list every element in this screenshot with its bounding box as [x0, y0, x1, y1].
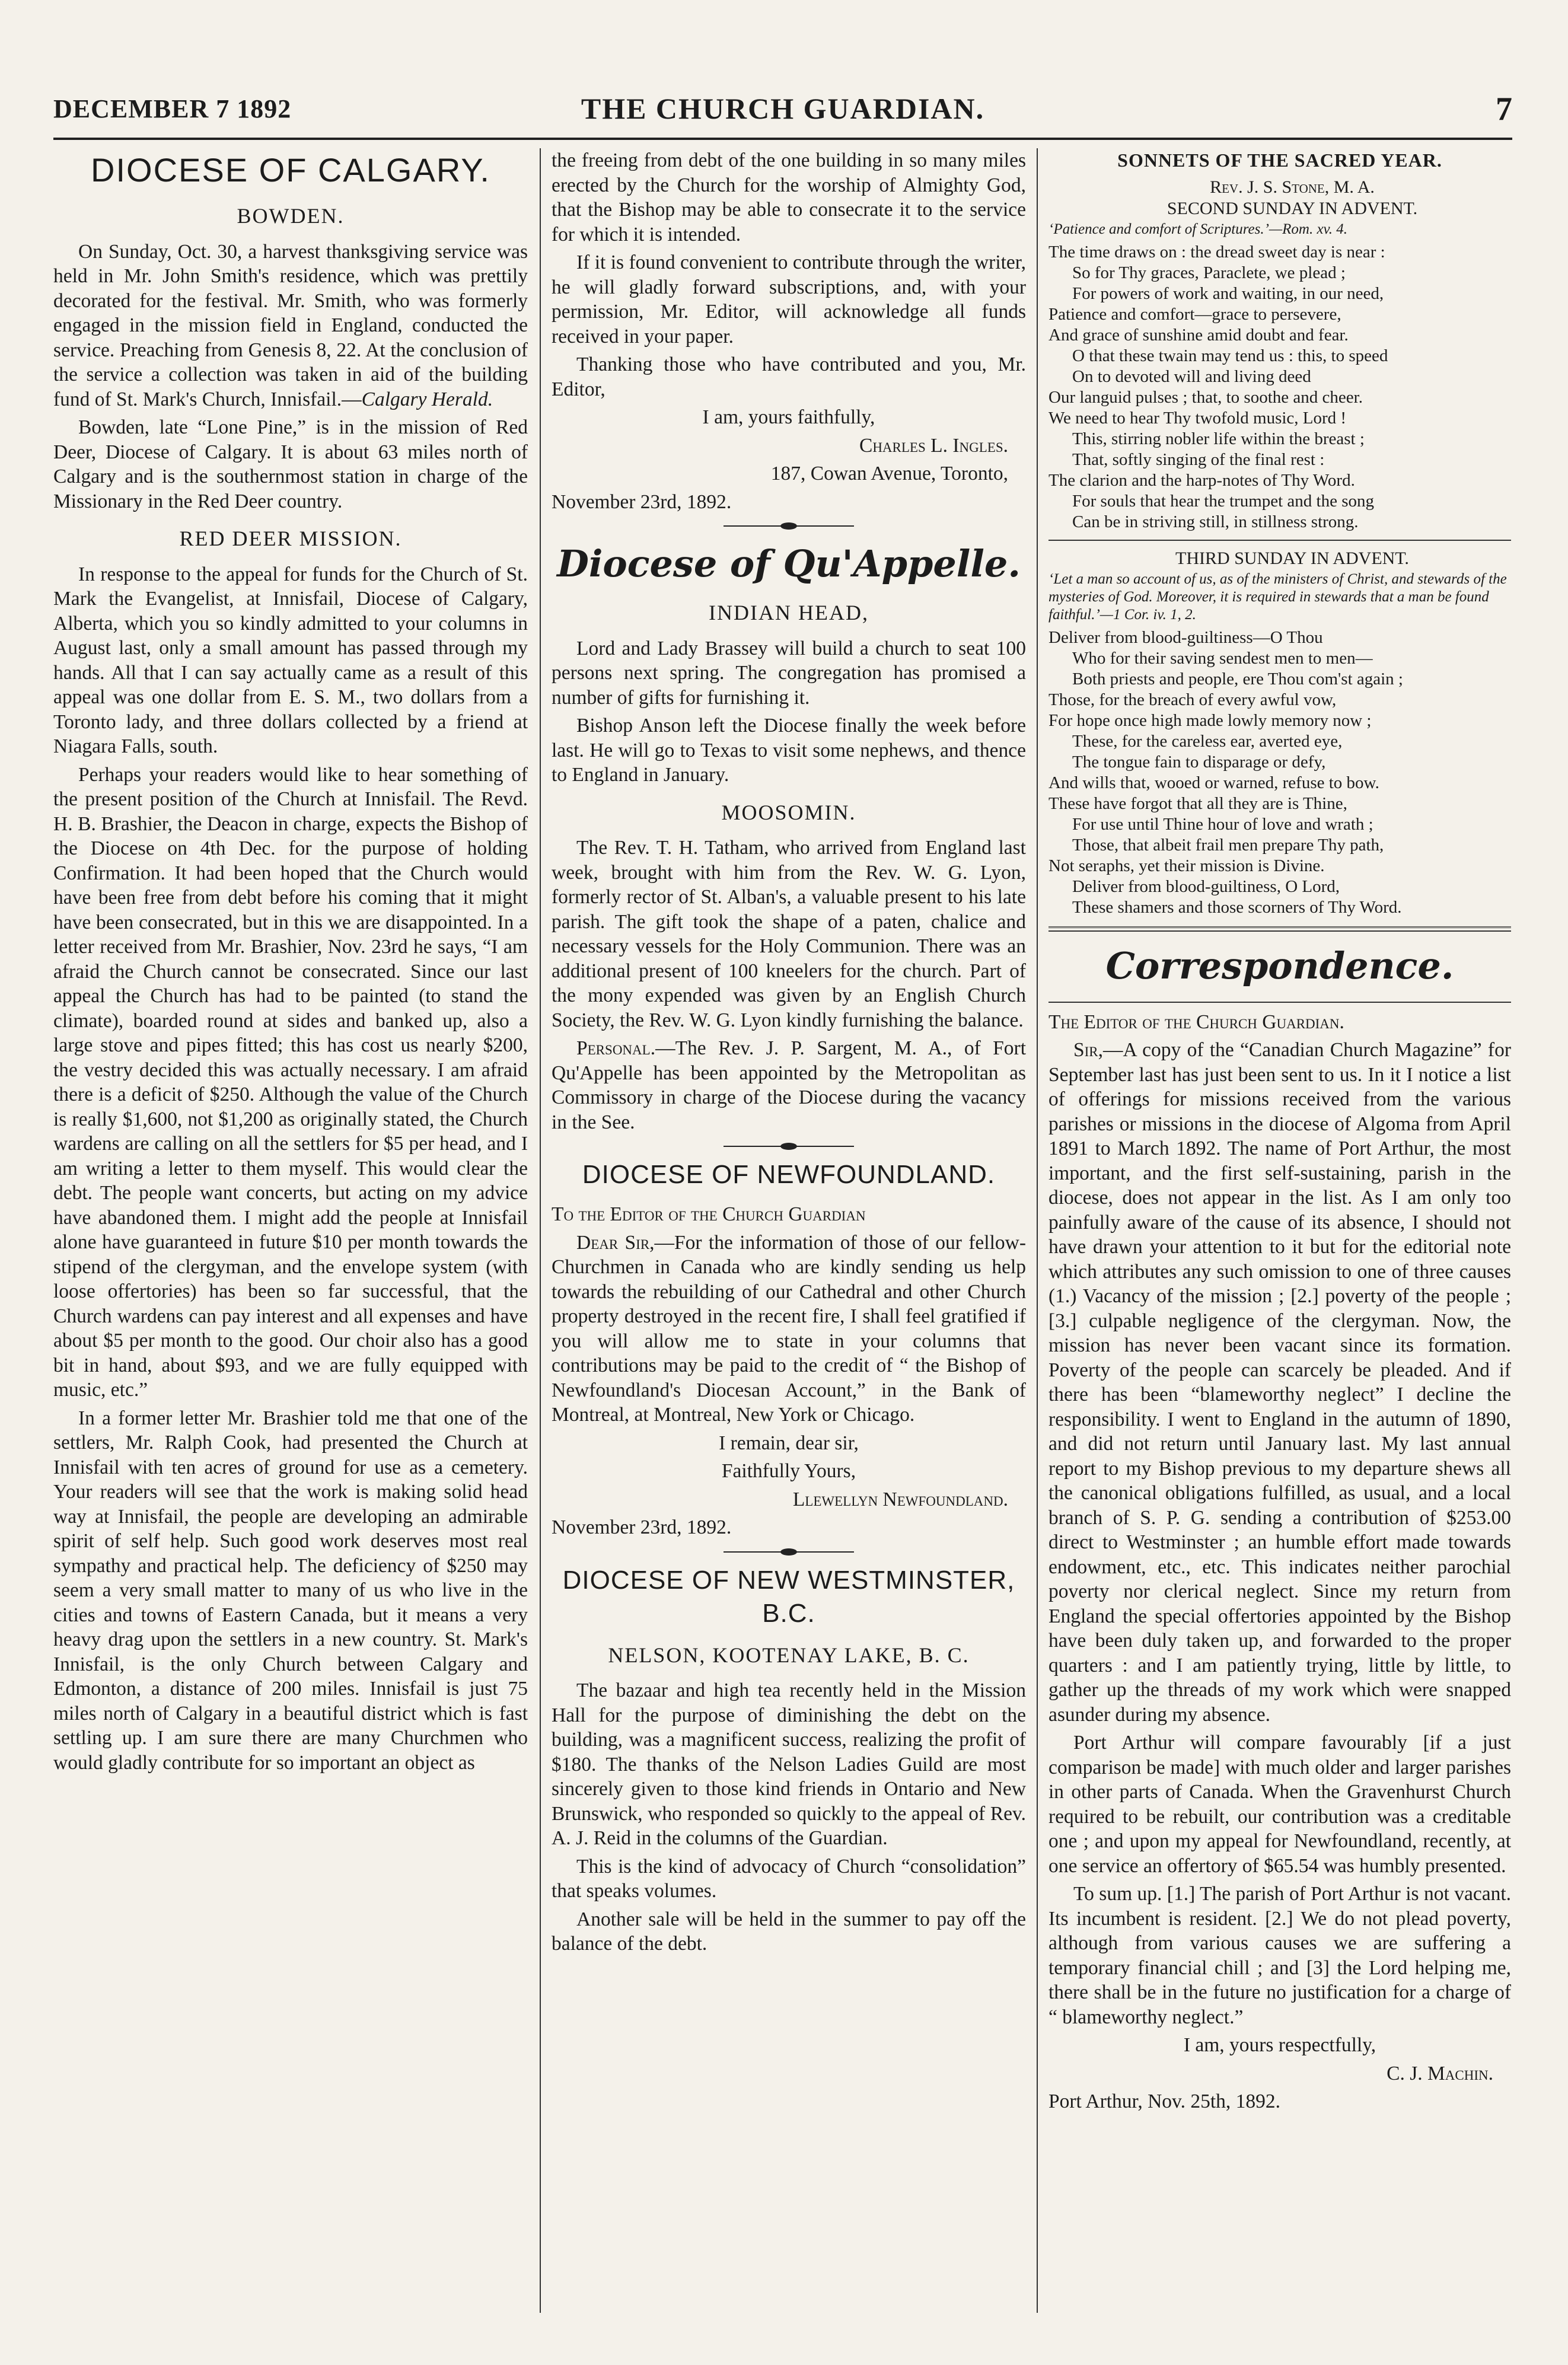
poem-line: For powers of work and waiting, in our need,	[1072, 283, 1384, 303]
correspondence-place-date: Port Arthur, Nov. 25th, 1892.	[1048, 2090, 1281, 2112]
poem-line: The clarion and the harp-notes of Thy Word.	[1048, 470, 1355, 490]
dear-sir-label: Dear Sir,	[576, 1231, 655, 1254]
subheading-nelson: NELSON, KOOTENAY LAKE, B. C.	[608, 1643, 970, 1667]
red-deer-paragraph-3: In a former letter Mr. Brashier told me that one of the settlers, Mr. Ralph Cook, had presented the Church at Innisfail with ten acres of ground for use as a cemetery. Your readers will see that the work is making solid head way at Innisfail, the people are developing an admirable spirit of self help. Such good work deserves most real sympathy and practical help. The deficiency of $250 may seem a very small matter to many of us who live in the cities and towns of Eastern Canada, but it means a very heavy drag upon the settlers in a new country. St. Mark's Innisfail, is the only Church between Calgary and Edmonton, a distance of 200 miles. Innisfail is just 75 miles north of Calgary in a beautiful district which is fast settling up. I am sure there are many Churchmen who would gladly contribute for so important an object as	[53, 1407, 528, 1774]
heading-diocese-new-westminster: DIOCESE OF NEW WESTMINSTER, B.C.	[562, 1565, 1015, 1628]
poem-line: And wills that, wooed or warned, refuse to bow.	[1048, 773, 1379, 792]
bowden-source: Calgary Herald.	[361, 388, 493, 410]
subheading-red-deer: RED DEER MISSION.	[179, 527, 402, 550]
personal-paragraph: Personal.—The Rev. J. P. Sargent, M. A., of Fort Qu'Appelle has been appointed by the Metropolitan as Commissory in charge of the Diocese during the vacancy in the See.	[552, 1037, 1026, 1133]
poem-line: This, stirring nobler life within the breast ;	[1072, 429, 1365, 448]
sir-label: Sir,	[1073, 1039, 1104, 1061]
nelson-paragraph-1: The bazaar and high tea recently held in the Mission Hall for the purpose of diminishing the debt on the building, was a magnificent success, realizing the profit of $180. The thanks of the Nelson Ladies Guild are most sincerely given to those kind friends in Ontario and New Brunswick, who responded so quickly to the appeal of Rev. A. J. Reid in the columns of the Guardian.	[552, 1679, 1026, 1849]
poem-line: And grace of sunshine amid doubt and fear.	[1048, 325, 1349, 345]
heading-sonnets: SONNETS OF THE SACRED YEAR.	[1117, 149, 1442, 171]
heading-diocese-newfoundland: DIOCESE OF NEWFOUNDLAND.	[582, 1160, 996, 1189]
indian-head-paragraph-1: Lord and Lady Brassey will build a church to seat 100 persons next spring. The congregation has promised a number of gifts for furnishing it.	[552, 637, 1026, 709]
poem-line: For hope once high made lowly memory now ;	[1048, 710, 1372, 730]
ingles-address: 187, Cowan Avenue, Toronto,	[770, 463, 1008, 485]
sonnet-3-title: THIRD SUNDAY IN ADVENT.	[1175, 548, 1409, 568]
sonnet-2-title: SECOND SUNDAY IN ADVENT.	[1167, 198, 1418, 218]
sonnet-2	[1048, 242, 1511, 533]
red-deer-paragraph-2: Perhaps your readers would like to hear something of the present position of the Church at Innisfail. The Revd. H. B. Brashier, the Deacon in charge, expects the Bishop of the Diocese on 4th Dec. for the purpose of holding Confirmation. It had been hoped that the Church would have been free from debt before his coming that it might have been consecrated, but in this we are disappointed. In a letter received from Mr. Brashier, Nov. 23rd he says, “I am afraid the Church cannot be consecrated. Since our last appeal the Church has had to be painted (to stand the climate), boarded round at sides and banked up, also a large stove and pipes fitted; this has cost us nearly $200, the vestry decided this was actually necessary. I am afraid there is a deficit of $250. Although the value of the Church is really $1,600, not $1,200 as originally stated, the Church wardens are calling on all the settlers for $5 per head, and I am writing a letter to them myself. This would clear the debt. The people want concerts, but acting on my advice have abandoned them. I might add the people at Innisfail alone have guaranteed in future $10 per month towards the stipend of the clergyman, and the envelope system (with loose offertories) has been so far successful, that the Church wardens can pay interest and all expenses and have about $5 per month to the good. Our choir also has a good bit in hand, about $93, and we are fully equipped with music, etc.”	[53, 763, 528, 1401]
correspondence-paragraph-1: Sir,—A copy of the “Canadian Church Magazine” for September last has just been sent to us. In it I notice a list of offerings for missions received from the various parishes or missions in the diocese of Algoma from April 1891 to March 1892. The name of Port Arthur, the most important, and the first self-sustaining, parish in the diocese, does not appear in the list. As I am only too painfully aware of the cause of its absence, I should not have drawn your attention to it but for the editorial note which attributes any such omission to one of three causes (1.) Vacancy of the mission ; [2.] poverty of the people ; [3.] culpable negligence of the clergyman. Now, the mission has never been vacant since its formation. Poverty of the people can scarcely be pleaded. And if there has been “blameworthy neglect” I decline the responsibility. I went to England in the autumn of 1890, and did not return until January last. My last annual report to my Bishop previous to my departure shews all the canonical obligations fulfilled, as usual, and a local branch of S. P. G. sending a contribution of $253.00 direct to Westminster ; an humble effort made towards endowment, etc., etc. This indicates neither parochial poverty nor clerical neglect. Since my return from England the special offertories appointed by the Bishop have been duly taken up, and forwarded to the proper quarters : and I am patiently trying, little by little, to gather up the threads of my work which were snapped asunder during my absence.	[1048, 1039, 1511, 1726]
poem-line: The tongue fain to disparage or defy,	[1072, 752, 1326, 772]
column-1	[53, 148, 528, 2313]
newfoundland-salutation-to: To the Editor of the Church Guardian	[552, 1203, 866, 1225]
poem-line: The time draws on : the dread sweet day is near :	[1048, 242, 1385, 262]
sonnet-2-epigraph: ‘Patience and comfort of Scriptures.’—Rom. xv. 4.	[1048, 221, 1348, 237]
poem-line: Those, that albeit frail men prepare Thy path,	[1072, 835, 1384, 855]
newspaper-title: THE CHURCH GUARDIAN.	[581, 92, 985, 125]
poem-line: So for Thy graces, Paraclete, we plead ;	[1072, 263, 1346, 282]
correspondence-to: The Editor of the Church Guardian.	[1048, 1011, 1344, 1033]
nelson-paragraph-3: Another sale will be held in the summer to pay off the balance of the debt.	[552, 1908, 1026, 1955]
ingles-closing: I am, yours faithfully,	[702, 406, 875, 428]
bowden-paragraph-1: On Sunday, Oct. 30, a harvest thanksgiving service was held in Mr. John Smith's residence, which was prettily decorated for the festival. Mr. Smith, who was formerly engaged in the mission field in England, conducted the service. Preaching from Genesis 8, 22. At the conclusion of the service a collection was taken in aid of the building fund of St. Mark's Church, Innisfail.—Calgary Herald.	[53, 240, 528, 410]
correspondence-signature: C. J. Machin.	[1387, 2062, 1493, 2084]
header-rule	[53, 138, 1512, 140]
personal-label: Personal.	[576, 1037, 656, 1059]
newfoundland-letter: Dear Sir,—For the information of those of our fellow-Churchmen in Canada who are kindly sending us help towards the rebuilding of our Cathedral and other Church property destroyed in the recent fire, I shall feel gratified if you will allow me to state in your columns that contributions may be paid to the credit of “ the Bishop of Newfoundland's Diocesan Account,” in the Bank of Montreal, at Montreal, New York or Chicago.	[552, 1231, 1026, 1426]
ornament-divider	[724, 522, 854, 530]
poem-line: Deliver from blood-guiltiness, O Lord,	[1072, 876, 1340, 896]
newfoundland-faithfully: Faithfully Yours,	[721, 1460, 856, 1482]
section-rule	[1048, 1002, 1511, 1003]
correspondence-closing: I am, yours respectfully,	[1183, 2034, 1376, 2056]
sonnets-author: Rev. J. S. Stone, M. A.	[1210, 177, 1375, 197]
poem-line: That, softly singing of the final rest :	[1072, 450, 1325, 469]
ingles-signature: Charles L. Ingles.	[859, 434, 1008, 457]
poem-line: We need to hear Thy twofold music, Lord !	[1048, 408, 1347, 428]
moosomin-paragraph: The Rev. T. H. Tatham, who arrived from England last week, brought with him from the Rev. W. G. Lyon, formerly rector of St. Alban's, a valuable present to his late parish. The gift took the shape of a paten, chalice and necessary vessels for the Holy Communion. There was an additional present of 100 kneelers for the church. Part of the mony expended was given by an English Church Society, the Rev. W. G. Lyon kindly furnishing the balance.	[552, 837, 1026, 1031]
correspondence-paragraph-3: To sum up. [1.] The parish of Port Arthur is not vacant. Its incumbent is resident. [2.] We do not plead poverty, although from various causes we are suffering a temporary financial chill ; and [3] the Lord helping me, there shall be in the future no justification for a charge of “ blameworthy neglect.”	[1048, 1883, 1511, 2028]
sonnet-3-epigraph: ‘Let a man so account of us, as of the ministers of Christ, and stewards of the mysteries of God. Moreover, it is required in stewards that a man be found faithful.’—1 Cor. iv. 1, 2.	[1048, 570, 1507, 623]
issue-date: DECEMBER 7 1892	[53, 94, 292, 123]
column-rule-2	[1037, 148, 1038, 2313]
nelson-paragraph-2: This is the kind of advocacy of Church “consolidation” that speaks volumes.	[552, 1855, 1026, 1902]
poem-line: On to devoted will and living deed	[1072, 366, 1311, 386]
section-rule	[1048, 540, 1511, 541]
ingles-paragraph-2: If it is found convenient to contribute through the writer, he will gladly forward subscriptions, and, with your permission, Mr. Editor, will acknowledge all funds received in your paper.	[552, 251, 1026, 348]
correspondence-paragraph-2: Port Arthur will compare favourably [if a just comparison be made] with much older and larger parishes in other parts of Canada. When the Gravenhurst Church required to be rebuilt, our contribution was a creditable one ; and upon my appeal for Newfoundland, recently, at one service an offertory of $65.54 was humbly presented.	[1048, 1732, 1511, 1877]
newfoundland-remain: I remain, dear sir,	[719, 1432, 859, 1454]
column-2	[552, 148, 1026, 2313]
newfoundland-signature: Llewellyn Newfoundland.	[792, 1488, 1008, 1510]
red-deer-paragraph-1: In response to the appeal for funds for the Church of St. Mark the Evangelist, at Innisfail, Diocese of Calgary, Alberta, which you so kindly admitted to your columns in August last, only a small amount has passed through my hands. All that I can say actually came as a result of this appeal was one dollar from E. S. M., two dollars from a Toronto lady, and three dollars collected by a friend at Niagara Falls, south.	[53, 563, 528, 757]
bowden-paragraph-2: Bowden, late “Lone Pine,” is in the mission of Red Deer, Diocese of Calgary. It is about 63 miles north of Calgary and is the southernmost station in charge of the Missionary in the Red Deer country.	[53, 416, 528, 512]
poem-line: For use until Thine hour of love and wrath ;	[1072, 814, 1373, 834]
poem-line: Can be in striving still, in stillness strong.	[1072, 512, 1359, 531]
poem-line: Those, for the breach of every awful vow,	[1048, 690, 1337, 709]
poem-line: For souls that hear the trumpet and the song	[1072, 491, 1375, 511]
poem-line: O that these twain may tend us : this, to speed	[1072, 346, 1388, 365]
ingles-paragraph-3: Thanking those who have contributed and you, Mr. Editor,	[552, 353, 1026, 400]
column-rule-1	[540, 148, 541, 2313]
sonnet-3	[1048, 627, 1511, 918]
subheading-moosomin: MOOSOMIN.	[721, 800, 856, 824]
poem-line: Both priests and people, ere Thou com'st again ;	[1072, 669, 1403, 689]
poem-line: Not seraphs, yet their mission is Divine.	[1048, 856, 1325, 875]
ingles-date: November 23rd, 1892.	[552, 490, 732, 513]
poem-line: These have forgot that all they are is Thine,	[1048, 793, 1347, 813]
indian-head-paragraph-2: Bishop Anson left the Diocese finally the week before last. He will go to Texas to visit some nephews, and thence to England in January.	[552, 715, 1026, 786]
heading-correspondence: Correspondence.	[1105, 944, 1454, 987]
masthead	[53, 89, 1512, 130]
page-number: 7	[1496, 91, 1512, 128]
poem-line: Our languid pulses ; that, to soothe and cheer.	[1048, 387, 1363, 407]
column-3	[1048, 148, 1511, 2313]
heading-diocese-calgary: DIOCESE OF CALGARY.	[91, 151, 490, 189]
ornament-divider	[724, 1143, 854, 1150]
poem-line: These shamers and those scorners of Thy Word.	[1072, 897, 1402, 917]
ornament-divider	[724, 1548, 854, 1556]
subheading-bowden: BOWDEN.	[237, 204, 345, 228]
subheading-indian-head: INDIAN HEAD,	[709, 601, 869, 624]
double-rule	[1048, 926, 1511, 932]
poem-line: Who for their saving sendest men to men—	[1072, 648, 1373, 668]
heading-diocese-quappelle: Diocese of Qu'Appelle.	[557, 542, 1021, 585]
poem-line: Deliver from blood-guiltiness—O Thou	[1048, 627, 1323, 647]
poem-line: These, for the careless ear, averted eye,	[1072, 731, 1343, 751]
ingles-letter-continued: the freeing from debt of the one building in so many miles erected by the Church for the worship of Almighty God, that the Bishop may be able to consecrate it to the service for which it is intended.	[552, 149, 1026, 246]
newfoundland-date: November 23rd, 1892.	[552, 1516, 732, 1538]
poem-line: Patience and comfort—grace to persevere,	[1048, 304, 1341, 324]
